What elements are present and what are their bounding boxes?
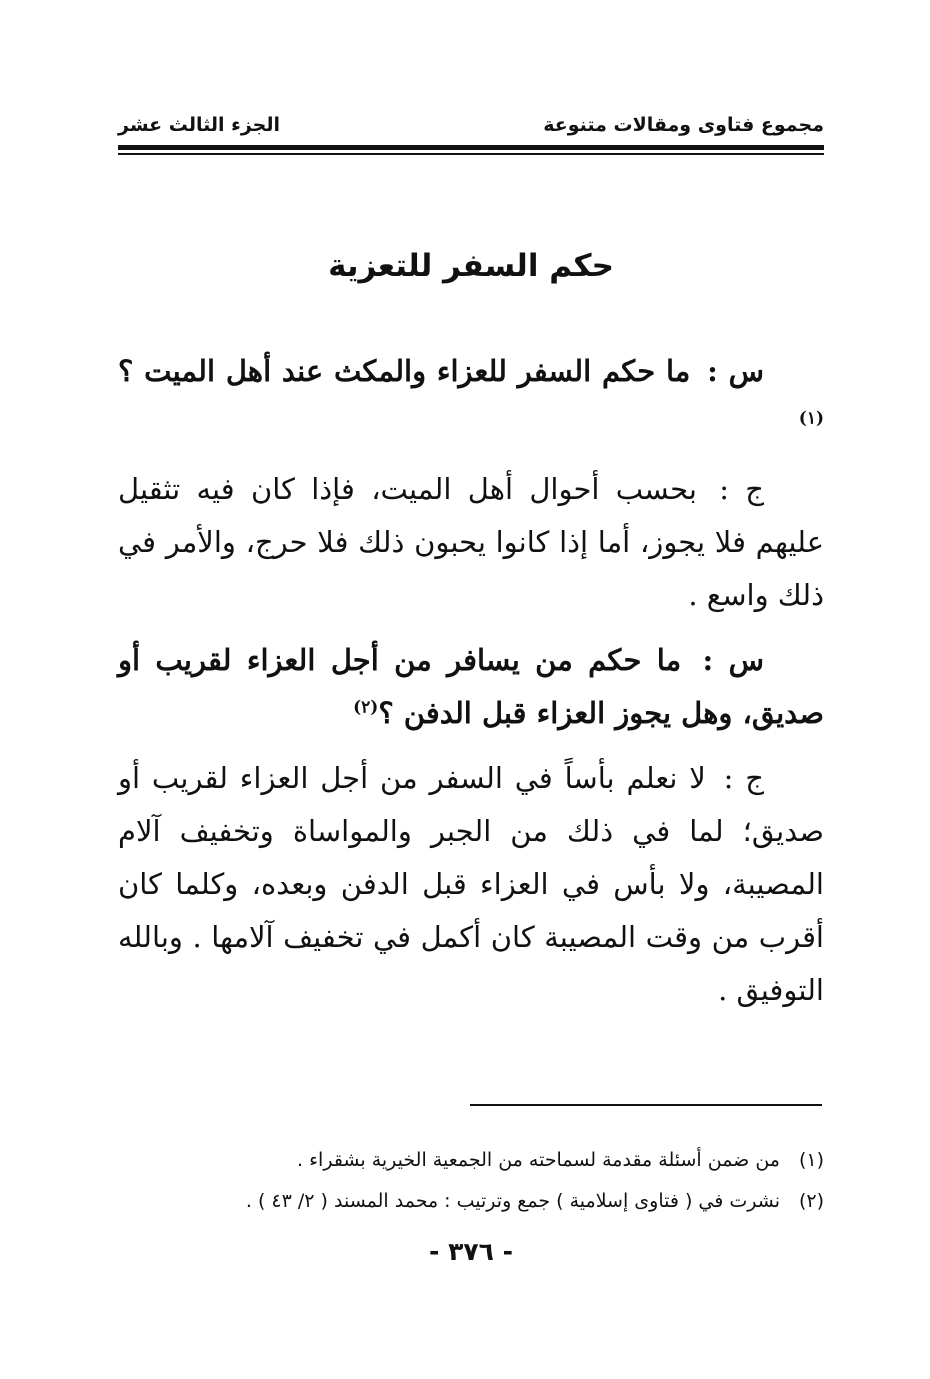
answer-text: بحسب أحوال أهل الميت، فإذا كان فيه تثقيل عليهم فلا يجوز، أما إذا كانوا يحبون ذلك فلا حرج، والأمر في ذلك واسع . bbox=[118, 472, 824, 612]
question-text: ما حكم من يسافر من أجل العزاء لقريب أو صديق، وهل يجوز العزاء قبل الدفن ؟ bbox=[118, 643, 824, 730]
footnote-text: من ضمن أسئلة مقدمة لسماحته من الجمعية الخيرية بشقراء . bbox=[297, 1149, 780, 1171]
answer-text: لا نعلم بأساً في السفر من أجل العزاء لقريب أو صديق؛ لما في ذلك من الجبر والمواساة وتخفيف آلام المصيبة، ولا بأس في العزاء قبل الدفن وبعده، وكلما كان أقرب من وقت المصيبة كان أكمل في تخفيف آلامها . وبالله التوفيق . bbox=[118, 761, 824, 1007]
answer-marker: ج : bbox=[723, 761, 764, 795]
footnote-number: (٢) bbox=[798, 1190, 824, 1212]
page-number: - ٣٧٦ - bbox=[429, 1237, 513, 1266]
header-volume: الجزء الثالث عشر bbox=[118, 114, 281, 136]
running-header bbox=[118, 110, 824, 140]
header-book-title: مجموع فتاوى ومقالات متنوعة bbox=[543, 114, 824, 136]
question-marker: س : bbox=[702, 643, 764, 677]
header-rule-thin bbox=[118, 153, 824, 155]
question-1 bbox=[118, 345, 824, 451]
answer-1 bbox=[118, 463, 824, 622]
footnotes bbox=[118, 1140, 824, 1222]
footnote-ref: (١) bbox=[798, 408, 824, 429]
answer-marker: ج : bbox=[719, 472, 764, 506]
footnote-number: (١) bbox=[798, 1149, 824, 1171]
footnote-text: نشرت في ( فتاوى إسلامية ) جمع وترتيب : محمد المسند ( ٢/ ٤٣ ) . bbox=[245, 1190, 780, 1212]
footnote-2 bbox=[118, 1181, 824, 1222]
answer-2 bbox=[118, 752, 824, 1017]
footnote-1 bbox=[118, 1140, 824, 1181]
header-rule-thick bbox=[118, 145, 824, 150]
footnote-separator bbox=[470, 1104, 822, 1106]
question-text: ما حكم السفر للعزاء والمكث عند أهل الميت ؟ bbox=[118, 354, 691, 388]
section-title: حكم السفر للتعزية bbox=[328, 248, 614, 284]
question-marker: س : bbox=[707, 354, 764, 388]
footnote-ref: (٢) bbox=[353, 697, 379, 718]
body-text bbox=[118, 345, 824, 1029]
question-2 bbox=[118, 634, 824, 740]
